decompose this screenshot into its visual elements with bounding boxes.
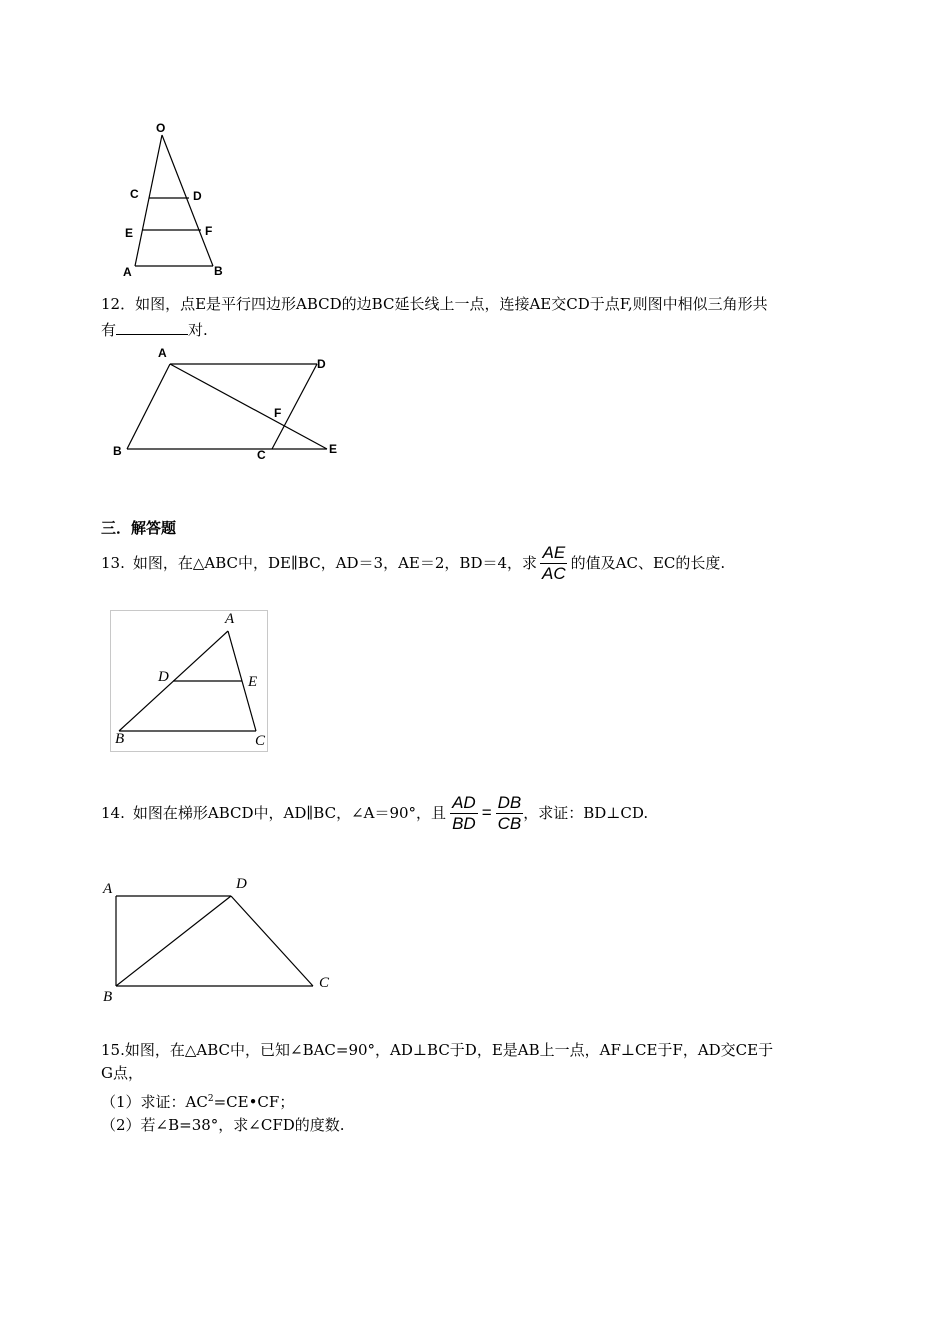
label-d: D [158, 669, 169, 685]
q13-number: 13. [101, 554, 125, 572]
section-title: 三．解答题 [101, 519, 177, 537]
label-d: D [193, 189, 202, 203]
figure-q14 [100, 872, 340, 1012]
label-e: E [248, 674, 258, 690]
q15-line1: 15.如图，在△ABC中，已知∠BAC=90°，AD⊥BC于D，E是AB上一点，AF⊥CE于F，AD交CE于 [101, 1041, 774, 1059]
label-d: D [317, 357, 326, 371]
triangle-abc-diagram [111, 611, 267, 751]
label-c: C [130, 187, 139, 201]
label-d: D [236, 876, 247, 892]
label-a: A [225, 611, 235, 627]
fraction-db-cb [496, 793, 524, 834]
equals-sign: = [481, 803, 492, 822]
q12-text-after: 对. [188, 321, 208, 339]
q14-text-after: ，求证：BD⊥CD. [523, 804, 649, 822]
label-a: A [103, 881, 113, 897]
q12-text: 如图，点E是平行四边形ABCD的边BC延长线上一点，连接AE交CD于点F,则图中相似三角形共 [135, 295, 768, 313]
q12-text-before: 有 [101, 321, 117, 339]
fraction-ad-bd [450, 793, 478, 834]
q14-line [101, 788, 648, 838]
q15-part1-before: （1）求证：AC [101, 1093, 208, 1111]
q13-text-before: 如图，在△ABC中，DE∥BC，AD＝3，AE＝2，BD＝4，求 [132, 554, 538, 572]
label-f: F [205, 224, 213, 238]
figure-q12 [100, 342, 360, 467]
q15-part1-after: =CE•CF； [213, 1093, 295, 1111]
frac-denominator: BD [452, 813, 476, 833]
q12-line1 [101, 294, 768, 314]
figure-q13 [110, 610, 268, 752]
q13-line [101, 538, 725, 588]
frac-denominator: AC [542, 563, 566, 583]
q15-part1 [101, 1089, 294, 1112]
label-b: B [113, 444, 122, 458]
label-o: O [156, 121, 166, 135]
figure-q11 [110, 115, 240, 285]
answer-blank[interactable] [116, 320, 188, 335]
label-e: E [125, 226, 134, 240]
frac-numerator: DB [497, 792, 522, 812]
frac-numerator: AE [542, 542, 566, 562]
label-c: C [255, 733, 266, 749]
frac-denominator: CB [497, 813, 522, 833]
q14-number: 14. [101, 804, 125, 822]
fraction-ae-ac [540, 543, 568, 584]
q15-line2: G点， [101, 1064, 143, 1082]
label-b: B [214, 264, 223, 278]
label-a: A [158, 346, 167, 360]
label-c: C [257, 448, 266, 462]
trapezoid-diagram [100, 872, 340, 1012]
q13-text-after: 的值及AC、EC的长度. [570, 554, 726, 572]
label-a: A [123, 265, 132, 279]
q14-text-before: 如图在梯形ABCD中，AD∥BC，∠A＝90°，且 [132, 804, 447, 822]
label-b: B [103, 989, 113, 1005]
label-b: B [115, 731, 125, 747]
q15-part2: （2）若∠B=38°，求∠CFD的度数. [101, 1116, 345, 1134]
q12-line2 [101, 320, 208, 340]
superscript: 2 [207, 1094, 214, 1104]
frac-numerator: AD [452, 792, 476, 812]
label-c: C [319, 975, 330, 991]
q12-number: 12． [101, 295, 136, 313]
label-e: E [329, 442, 338, 456]
label-f: F [274, 406, 282, 420]
